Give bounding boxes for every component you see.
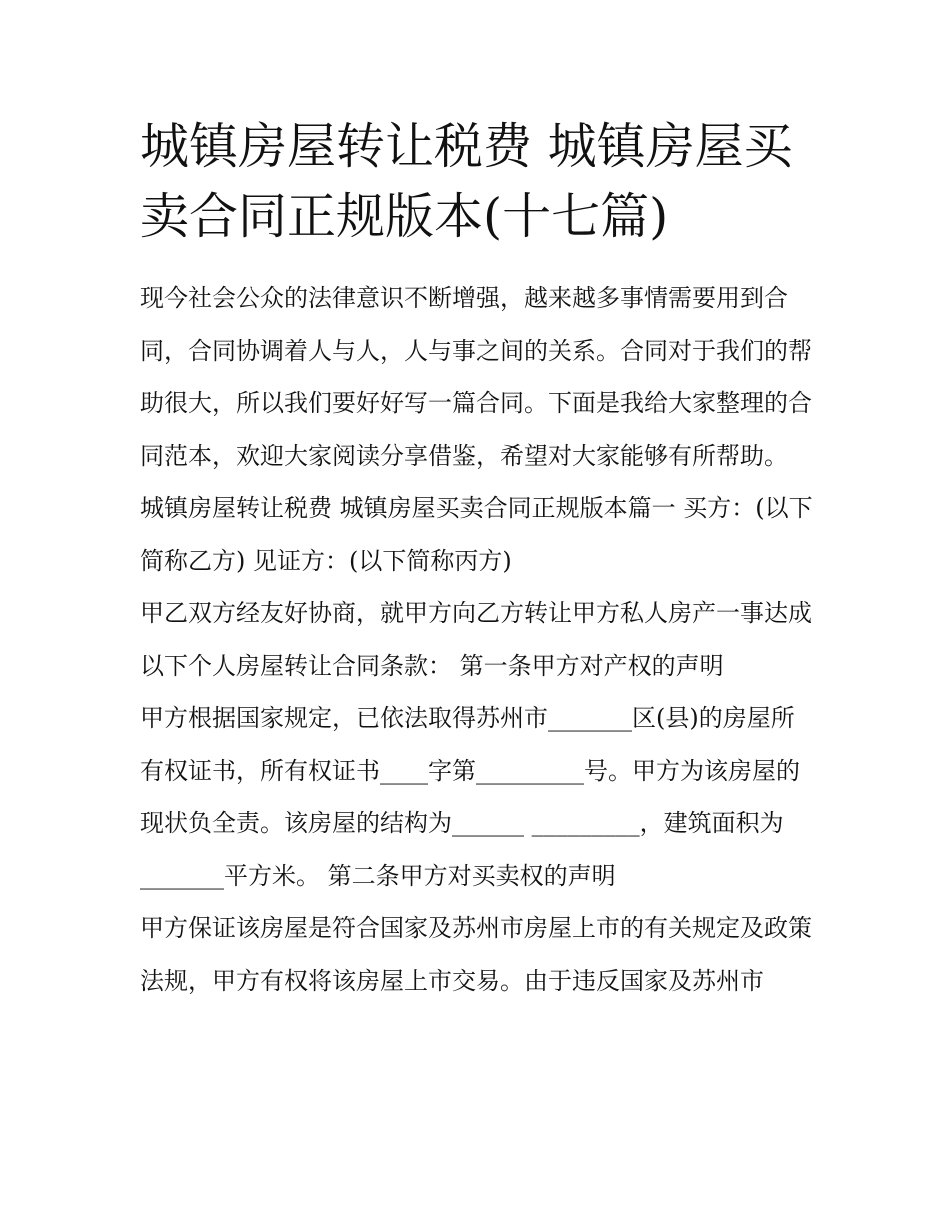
document-title: 城镇房屋转让税费 城镇房屋买卖合同正规版本(十七篇) [140,118,793,245]
paragraph-intro: 现今社会公众的法律意识不断增强，越来越多事情需要用到合同，合同协调着人与人，人与事之间的关系。合同对于我们的帮助很大，所以我们要好好写一篇合同。下面是我给大家整理的合同范本，欢迎大家阅读分享借鉴，希望对大家能够有所帮助。 [140,284,812,470]
document-page [140,112,816,1007]
paragraph-parties: 城镇房屋转让税费 城镇房屋买卖合同正规版本篇一 买方：(以下简称乙方) 见证方：(以下简称丙方) [140,494,813,575]
paragraph-article-two: 甲方保证该房屋是符合国家及苏州市房屋上市的有关规定及政策法规，甲方有权将该房屋上市交易。由于违反国家及苏州市 [140,914,812,995]
document-body [140,272,816,1007]
paragraph-article-one: 甲方根据国家规定，已依法取得苏州市_______区(县)的房屋所有权证书，所有权证书____字第_________号。甲方为该房屋的现状负全责。该房屋的结构为______ _________，建筑面积为_______平方米。 第二条甲方对买卖权的声明 [140,704,800,890]
paragraph-agreement: 甲乙双方经友好协商，就甲方向乙方转让甲方私人房产一事达成以下个人房屋转让合同条款： 第一条甲方对产权的声明 [140,599,812,680]
